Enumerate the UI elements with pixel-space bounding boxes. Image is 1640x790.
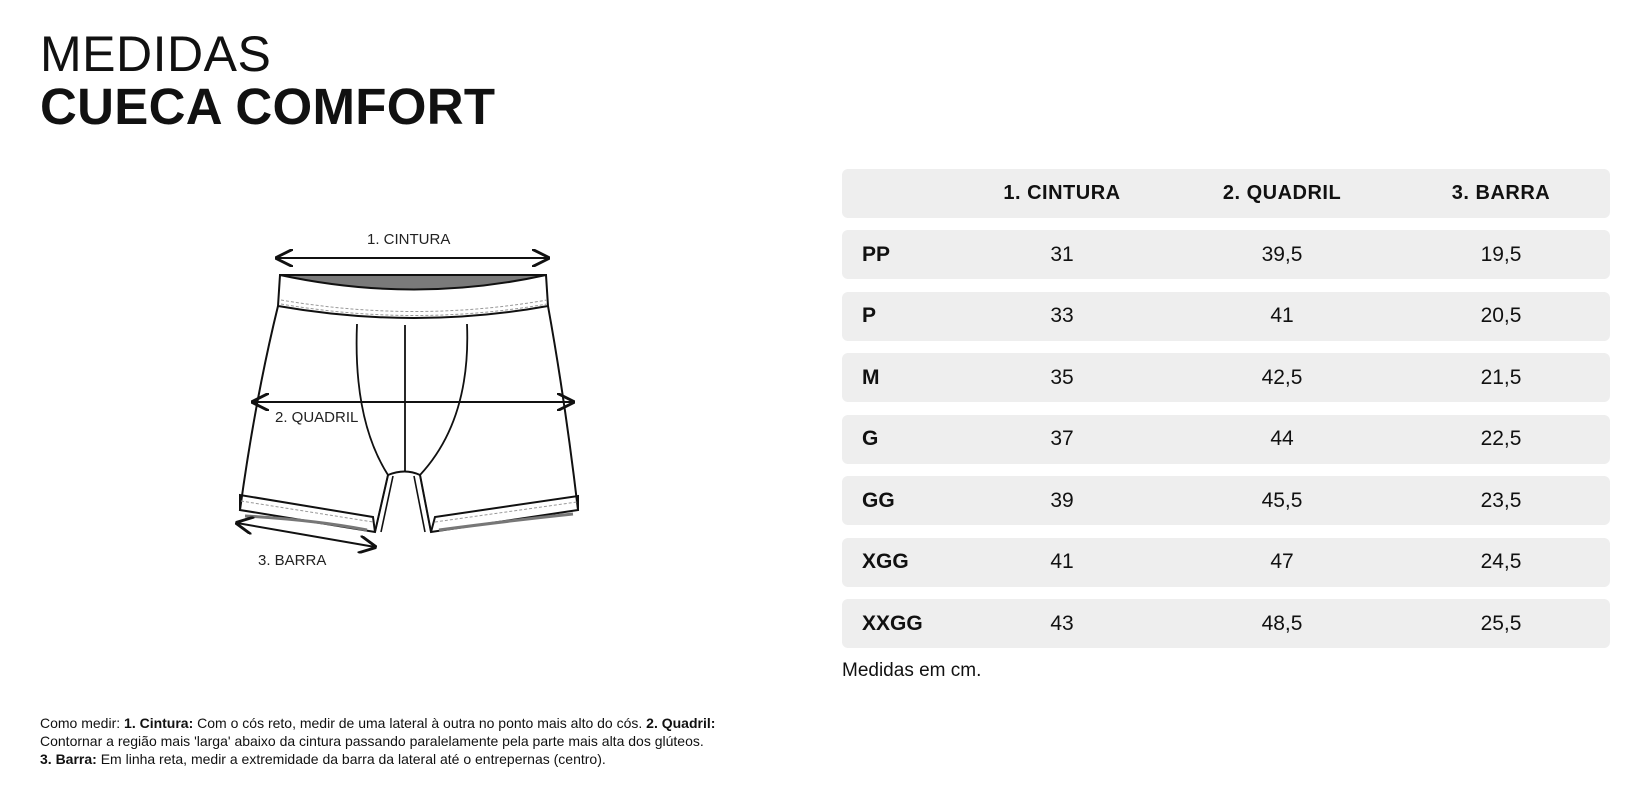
size-cell: GG (862, 488, 895, 512)
quadril-cell: 39,5 (1261, 242, 1303, 266)
quadril-cell: 47 (1270, 550, 1294, 573)
howto-intro: Como medir: (40, 715, 125, 731)
units-note: Medidas em cm. (842, 660, 982, 681)
quadril-cell: 45,5 (1261, 488, 1303, 512)
table-row (842, 538, 1610, 587)
table-row (842, 415, 1610, 464)
title-line-medidas: MEDIDAS (40, 26, 272, 82)
quadril-cell: 42,5 (1261, 365, 1303, 389)
size-table (842, 169, 1610, 661)
how-to-measure (40, 714, 760, 768)
quadril-cell: 41 (1270, 304, 1294, 327)
quadril-label: 2. QUADRIL (275, 409, 359, 426)
howto-barra-title: 3. Barra: (40, 751, 97, 767)
table-row (842, 599, 1610, 648)
header-cintura: 1. CINTURA (1003, 182, 1121, 204)
table-row (842, 292, 1610, 341)
measurement-diagram (225, 220, 605, 580)
table-row (842, 353, 1610, 402)
cintura-label: 1. CINTURA (367, 231, 451, 248)
size-cell: XXGG (862, 611, 923, 635)
cintura-cell: 43 (1050, 611, 1074, 635)
header-quadril: 2. QUADRIL (1222, 182, 1342, 204)
barra-cell: 24,5 (1480, 550, 1522, 573)
header-barra: 3. BARRA (1451, 182, 1551, 204)
table-row (842, 230, 1610, 279)
barra-cell: 19,5 (1480, 242, 1522, 266)
cintura-cell: 35 (1050, 365, 1074, 389)
howto-quadril-title: 2. Quadril: (646, 715, 716, 731)
size-cell: M (862, 365, 880, 389)
cintura-cell: 41 (1050, 550, 1074, 573)
title-line-product: CUECA COMFORT (40, 78, 496, 135)
size-cell: PP (862, 242, 891, 266)
quadril-cell: 48,5 (1261, 611, 1303, 635)
howto-cintura-title: 1. Cintura: (124, 715, 194, 731)
size-cell: XGG (862, 550, 909, 573)
cintura-cell: 31 (1050, 242, 1074, 266)
size-cell: G (862, 427, 879, 450)
table-header (842, 169, 1610, 218)
howto-cintura-text: Com o cós reto, medir de uma lateral à outra no ponto mais alto do cós. (193, 715, 647, 731)
cintura-cell: 33 (1050, 304, 1074, 327)
howto-barra-text: Em linha reta, medir a extremidade da barra da lateral até o entrepernas (centro). (96, 751, 606, 767)
page-title (40, 28, 495, 134)
cintura-cell: 39 (1050, 488, 1074, 512)
size-cell: P (862, 304, 877, 327)
table-row (842, 476, 1610, 525)
barra-cell: 25,5 (1480, 611, 1522, 635)
underwear-illustration-icon (225, 220, 605, 580)
barra-label: 3. BARRA (258, 552, 327, 569)
quadril-cell: 44 (1270, 427, 1294, 450)
barra-cell: 20,5 (1480, 304, 1522, 327)
barra-cell: 21,5 (1480, 365, 1522, 389)
howto-quadril-text: Contornar a região mais 'larga' abaixo da cintura passando paralelamente pela parte mais alta dos glúteos. (40, 733, 704, 749)
barra-cell: 22,5 (1480, 427, 1522, 450)
cintura-cell: 37 (1050, 427, 1074, 450)
barra-cell: 23,5 (1480, 488, 1522, 512)
